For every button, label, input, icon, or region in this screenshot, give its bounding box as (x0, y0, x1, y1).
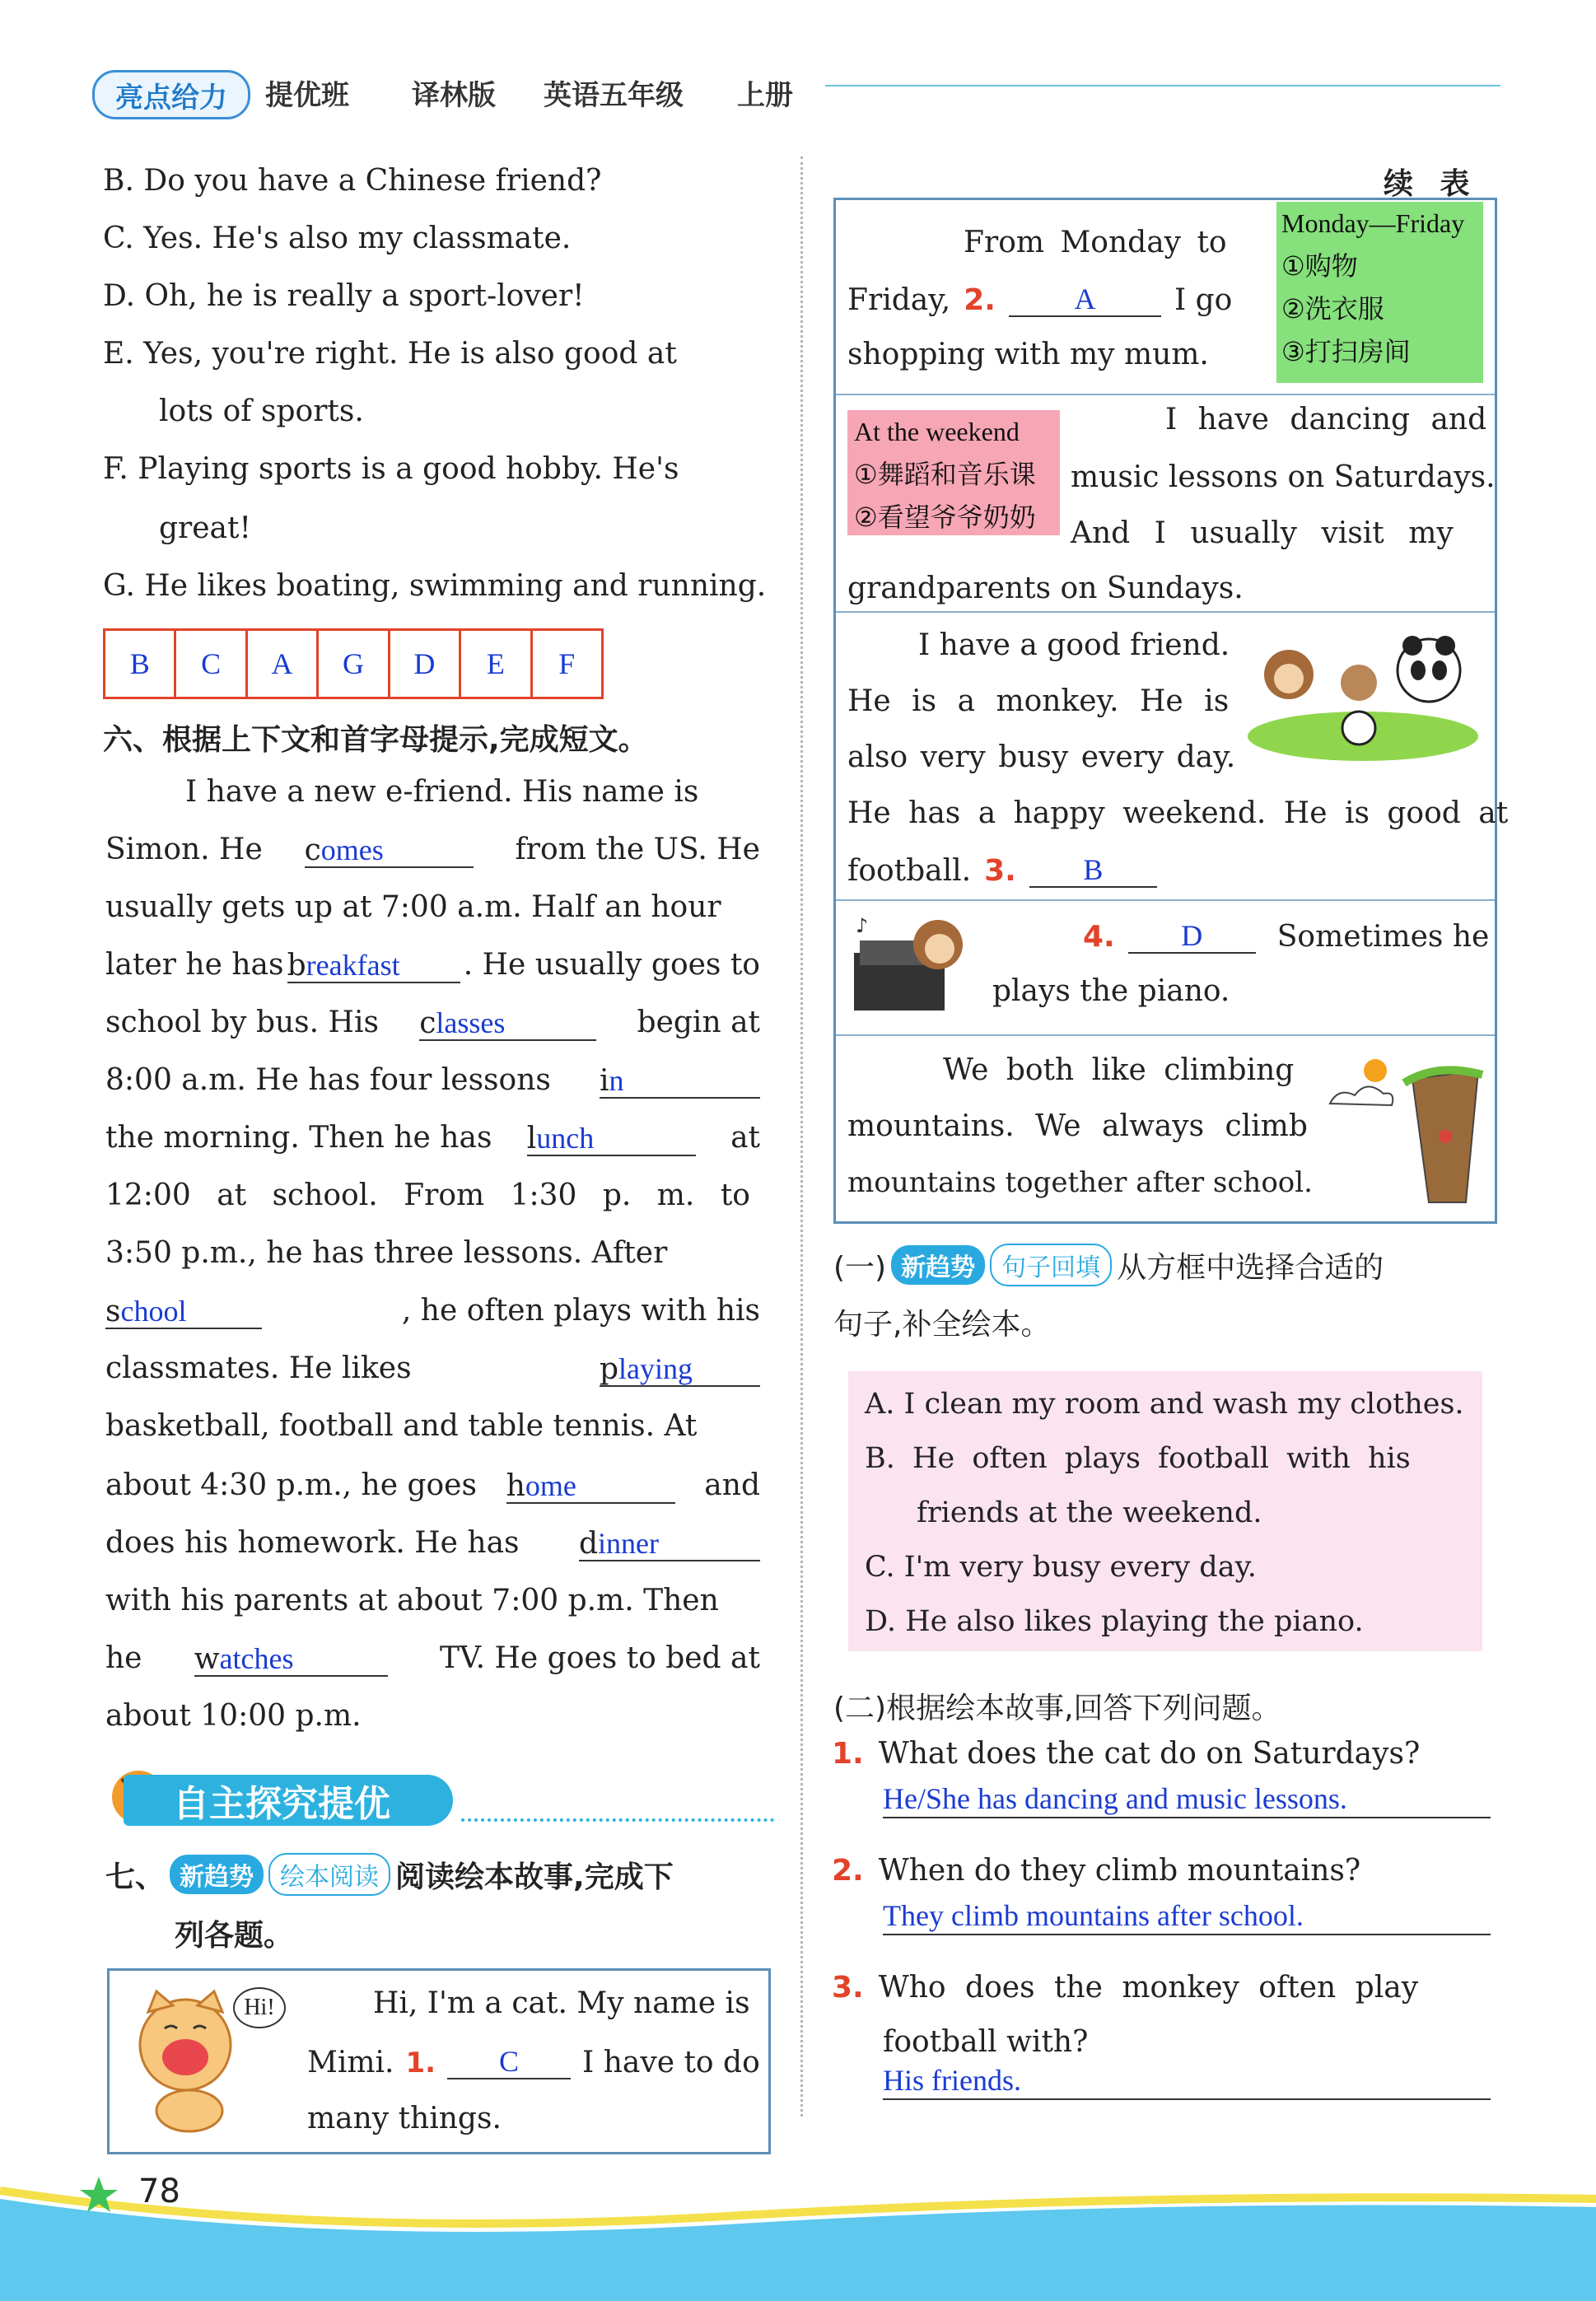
svg-text:♪: ♪ (856, 914, 869, 937)
section7-title-cont: 列各题。 (175, 1919, 294, 1953)
new-trend-tag: 新趋势 (891, 1245, 985, 1285)
passage-line: classmates. He likes playing (105, 1352, 760, 1387)
passage-line: I have a new e-friend. His name is (185, 775, 699, 809)
option-g: G. He likes boating, swimming and running. (103, 569, 767, 603)
story-row-2 (836, 395, 1495, 613)
answer-blank[interactable]: classes (419, 1006, 596, 1041)
question-2: 2. When do they climb mountains? They climb mountains after school. (832, 1855, 1491, 1935)
header-rule (825, 85, 1500, 86)
option-d: D. Oh, he is really a sport-lover! (103, 279, 585, 313)
story-text: music lessons on Saturdays. (1071, 460, 1496, 494)
story-table (833, 198, 1509, 1224)
story-text: From Monday to (964, 226, 1227, 259)
option-f: F. Playing sports is a good hobby. He's (103, 452, 679, 486)
story-text: mountains. We always climb (847, 1109, 1308, 1143)
answer-blank[interactable]: lunch (527, 1122, 696, 1156)
option-c: C. Yes. He's also my classmate. (103, 222, 572, 255)
continued-label: 续 表 (1384, 167, 1478, 201)
story-text: also very busy every day. (847, 740, 1236, 774)
story-text: I have a good friend. (918, 628, 1230, 662)
option-e-cont: lots of sports. (159, 394, 364, 428)
passage-line: with his parents at about 7:00 p.m. Then (105, 1584, 719, 1617)
answer-blank[interactable]: dinner (579, 1527, 760, 1561)
section7-title: 七、 新趋势 绘本阅读 阅读绘本故事,完成下 (105, 1853, 674, 1896)
dotted-rule (461, 1818, 774, 1822)
story-text: He is a monkey. He is (847, 684, 1230, 718)
option-f-cont: great! (159, 511, 251, 545)
mountain-climbing-icon (1322, 1046, 1486, 1211)
story-text: plays the piano. (992, 974, 1230, 1008)
answer-blank[interactable]: in (600, 1064, 760, 1099)
part2-title: (二)根据绘本故事,回答下列问题。 (833, 1692, 1281, 1725)
story-row-1 (836, 200, 1495, 395)
answer-blank[interactable]: school (105, 1295, 262, 1329)
answer-cell: A (248, 631, 319, 697)
answer-cell: D (390, 631, 461, 697)
choice-item: friends at the weekend. (917, 1496, 1262, 1529)
brand-name: 提优班 (265, 79, 349, 112)
answer-blank[interactable]: D (1128, 919, 1256, 954)
story-text: We both like climbing (943, 1053, 1295, 1087)
passage-line: 3:50 p.m., he has three lessons. After (105, 1236, 668, 1270)
story-text: grandparents on Sundays. (847, 572, 1244, 605)
story-text: mountains together after school. (847, 1166, 1313, 1199)
passage-line: later he has breakfast . He usually goes to (105, 948, 760, 982)
passage-line: the morning. Then he has lunch at (105, 1121, 760, 1155)
choice-item: D. He also likes playing the piano. (865, 1605, 1364, 1638)
monkey-piano-icon (847, 908, 979, 1023)
answer-blank[interactable]: watches (194, 1642, 388, 1677)
passage-line: Simon. He comes from the US. He (105, 833, 760, 867)
sentence-fill-tag: 句子回填 (990, 1244, 1112, 1286)
story-text: He has a happy weekend. He is good at (847, 796, 1509, 830)
cat-text: many things. (307, 2102, 502, 2135)
option-e: E. Yes, you're right. He is also good at (103, 337, 677, 371)
answer-blank[interactable]: playing (600, 1352, 760, 1387)
answer-cell: B (105, 631, 176, 697)
passage-line: he watches TV. He goes to bed at (105, 1641, 760, 1676)
new-trend-tag: 新趋势 (170, 1855, 264, 1894)
part1-title: (一) 新趋势 句子回填 从方框中选择合适的 (833, 1244, 1384, 1286)
cat-text: Mimi. 1. C I have to do (307, 2045, 760, 2079)
speech-bubble: Hi! (233, 1987, 286, 2028)
answer-table (103, 628, 604, 699)
page-number: 78 (138, 2173, 180, 2210)
answer-cell: G (319, 631, 390, 697)
cat-text: Hi, I'm a cat. My name is (373, 1986, 750, 2020)
answer-line[interactable]: His friends. (883, 2062, 1491, 2100)
story-text: I have dancing and (1165, 403, 1487, 436)
answer-cell: E (461, 631, 532, 697)
answer-blank[interactable]: comes (305, 833, 474, 868)
story-row-3 (836, 613, 1509, 901)
story-row-5 (836, 1036, 1495, 1222)
schedule-note: Monday—Friday ①购物 ②洗衣服 ③打扫房间 (1276, 202, 1483, 383)
answer-blank[interactable]: home (506, 1469, 675, 1504)
part1-title-cont: 句子,补全绘本。 (833, 1308, 1051, 1342)
passage-line: does his homework. He has dinner (105, 1527, 760, 1561)
passage-line: usually gets up at 7:00 a.m. Half an hour (105, 890, 721, 924)
column-divider (800, 156, 803, 2117)
choice-box (848, 1371, 1482, 1651)
story-text: football. 3. B (847, 853, 1157, 888)
story-text: 4. D Sometimes he (1083, 919, 1490, 954)
passage-line: school by bus. His classes begin at (105, 1006, 760, 1040)
passage-line: 12:00 at school. From 1:30 p. m. to (105, 1179, 750, 1212)
story-text: shopping with my mum. (847, 338, 1209, 371)
option-b: B. Do you have a Chinese friend? (103, 164, 602, 198)
story-row-4 (836, 901, 1495, 1036)
explore-banner: 自主探究提优 (124, 1775, 453, 1826)
section6-title: 六、根据上下文和首字母提示,完成短文。 (103, 723, 648, 757)
subject-label: 英语五年级 (544, 79, 684, 112)
star-icon (78, 2174, 119, 2215)
brand-badge: 亮点给力 (92, 70, 250, 119)
answer-blank[interactable]: A (1009, 282, 1161, 317)
passage-line: 8:00 a.m. He has four lessons in (105, 1064, 760, 1099)
footer-wave (0, 2174, 1596, 2301)
question-3: 3. Who does the monkey often play football with? His friends. (832, 1972, 1491, 2100)
passage-line: about 10:00 p.m. (105, 1699, 362, 1733)
picture-book-tag: 绘本阅读 (268, 1853, 390, 1896)
passage-line: basketball, football and table tennis. At (105, 1409, 698, 1443)
choice-item: C. I'm very busy every day. (865, 1551, 1257, 1584)
answer-line[interactable]: He/She has dancing and music lessons. (883, 1781, 1491, 1818)
volume-label: 上册 (737, 79, 793, 112)
answer-blank[interactable]: B (1029, 853, 1157, 888)
story-text: And I usually visit my (1071, 516, 1454, 550)
answer-line[interactable]: They climb mountains after school. (883, 1897, 1491, 1935)
answer-blank[interactable]: breakfast (287, 949, 460, 983)
story-text: Friday, 2. A I go (847, 282, 1233, 317)
answer-cell: C (176, 631, 247, 697)
answer-cell: F (558, 647, 576, 680)
cat-panel (107, 1968, 771, 2154)
weekend-note: At the weekend ①舞蹈和音乐课 ②看望爷爷奶奶 (847, 410, 1060, 535)
answer-blank[interactable]: C (447, 2045, 571, 2079)
monkey-bear-panda-icon (1244, 625, 1482, 765)
passage-line: school , he often plays with his (105, 1294, 760, 1328)
edition-label: 译林版 (412, 79, 496, 112)
question-1: 1. What does the cat do on Saturdays? He/She has dancing and music lessons. (832, 1738, 1491, 1818)
passage-line: about 4:30 p.m., he goes home and (105, 1468, 760, 1503)
choice-item: A. I clean my room and wash my clothes. (865, 1388, 1464, 1421)
choice-item: B. He often plays football with his (865, 1442, 1411, 1475)
